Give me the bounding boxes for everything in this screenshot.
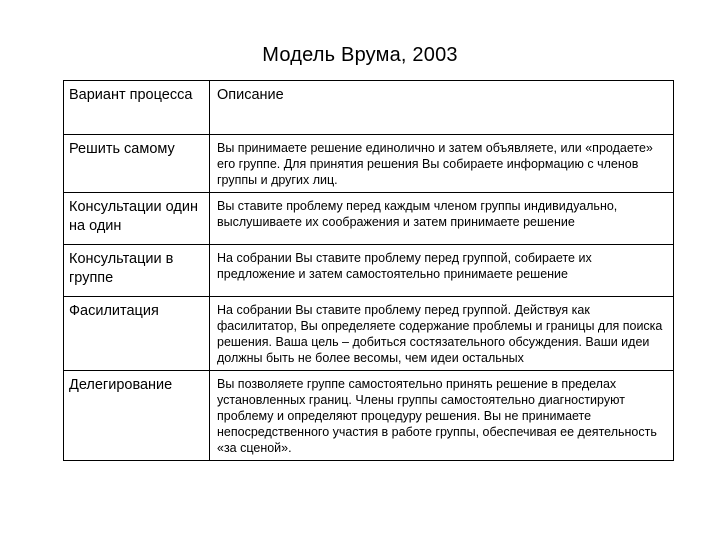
- table-row: [64, 245, 674, 297]
- row-variant: Консультации один на один: [64, 193, 210, 245]
- table-row: [64, 193, 674, 245]
- table-row: [64, 297, 674, 371]
- table-header-row: [64, 81, 674, 135]
- vroom-model-table: [63, 80, 674, 461]
- row-description: На собрании Вы ставите проблему перед группой, собираете их предложение и затем самостоятельно принимаете решение: [210, 245, 674, 297]
- row-description: Вы ставите проблему перед каждым членом группы индивидуально, выслушиваете их соображения и затем принимаете решение: [210, 193, 674, 245]
- row-description: Вы принимаете решение единолично и затем объявляете, или «продаете» его группе. Для принятия решения Вы собираете информацию с членов группы и других лиц.: [210, 135, 674, 193]
- header-variant: Вариант процесса: [64, 81, 210, 135]
- row-description: На собрании Вы ставите проблему перед группой. Действуя как фасилитатор, Вы определяете содержание проблемы и границы для поиска решения. Ваша цель – добиться состязательного обсуждения. Ваши идеи должны быть не более весомы, чем идеи остальных: [210, 297, 674, 371]
- row-variant: Решить самому: [64, 135, 210, 193]
- page-title: Модель Врума, 2003: [262, 44, 458, 66]
- row-variant: Фасилитация: [64, 297, 210, 371]
- header-description: Описание: [210, 81, 674, 135]
- row-variant: Консультации в группе: [64, 245, 210, 297]
- table-row: [64, 371, 674, 461]
- row-description: Вы позволяете группе самостоятельно принять решение в пределах установленных границ. Члены группы самостоятельно диагностируют проблему и определяют процедуру решения. Вы не принимаете непосредственного участия в работе группы, обеспечивая ее деятельность «за сценой».: [210, 371, 674, 461]
- table-row: [64, 135, 674, 193]
- row-variant: Делегирование: [64, 371, 210, 461]
